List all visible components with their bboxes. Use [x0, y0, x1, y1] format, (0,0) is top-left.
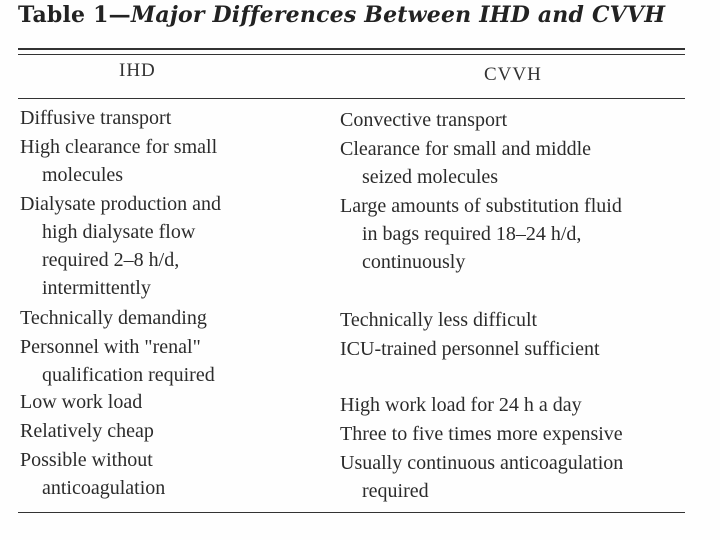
- cell-line: Three to five times more expensive: [340, 423, 623, 445]
- cell-line: Technically demanding: [20, 307, 207, 329]
- ihd-cell-clearance: [20, 133, 217, 189]
- cell-line: qualification required: [42, 364, 215, 386]
- cell-line: continuously: [362, 251, 466, 273]
- cell-line: in bags required 18–24 h/d,: [362, 223, 582, 245]
- cell-line: Possible without: [20, 449, 153, 471]
- cvvh-cell-technical: [340, 306, 537, 334]
- cell-line: Large amounts of substitution fluid: [340, 195, 622, 217]
- cell-line: Clearance for small and middle: [340, 138, 592, 160]
- cell-line: Personnel with "renal": [20, 336, 201, 358]
- cell-line: High clearance for small: [20, 136, 218, 158]
- cell-line: Diffusive transport: [20, 107, 172, 129]
- cell-line: Dialysate production and: [20, 193, 222, 215]
- ihd-cell-workload: [20, 388, 142, 416]
- cell-line: required 2–8 h/d,: [42, 249, 180, 271]
- ihd-cell-technical: [20, 304, 207, 332]
- cell-line: intermittently: [42, 277, 151, 299]
- ihd-cell-personnel: [20, 333, 215, 389]
- table-subtitle: Major Differences Between IHD and CVVH: [130, 2, 666, 28]
- cvvh-cell-cost: [340, 420, 623, 448]
- table-title: [18, 2, 665, 28]
- cell-line: Low work load: [20, 391, 143, 413]
- ihd-cell-diffusive: [20, 104, 171, 132]
- ihd-cell-anticoagulation: [20, 446, 165, 502]
- cell-line: Relatively cheap: [20, 420, 154, 442]
- cvvh-cell-substitution: [340, 192, 622, 276]
- cell-line: seized molecules: [362, 166, 499, 188]
- top-rule-thin: [18, 54, 685, 55]
- header-rule: [18, 98, 685, 99]
- top-rule-thick: [18, 48, 685, 50]
- ihd-cell-cost: [20, 417, 154, 445]
- cvvh-cell-clearance: [340, 135, 591, 191]
- cell-line: anticoagulation: [42, 477, 166, 499]
- cell-line: ICU-trained personnel sufficient: [340, 338, 600, 360]
- cvvh-cell-convective: [340, 106, 507, 134]
- cell-line: molecules: [42, 164, 124, 186]
- cell-line: Usually continuous anticoagulation: [340, 452, 624, 474]
- cell-line: Convective transport: [340, 109, 508, 131]
- column-header-ihd: IHD: [119, 60, 156, 81]
- bottom-rule: [18, 512, 685, 513]
- cell-line: High work load for 24 h a day: [340, 394, 582, 416]
- table-number: Table 1—: [18, 2, 131, 28]
- column-header-cvvh: CVVH: [484, 64, 542, 85]
- cell-line: Technically less difficult: [340, 309, 538, 331]
- ihd-cell-dialysate: [20, 190, 221, 302]
- cvvh-cell-anticoagulation: [340, 449, 623, 505]
- cvvh-cell-personnel: [340, 335, 600, 363]
- cell-line: high dialysate flow: [42, 221, 196, 243]
- cell-line: required: [362, 480, 429, 502]
- cvvh-cell-workload: [340, 391, 582, 419]
